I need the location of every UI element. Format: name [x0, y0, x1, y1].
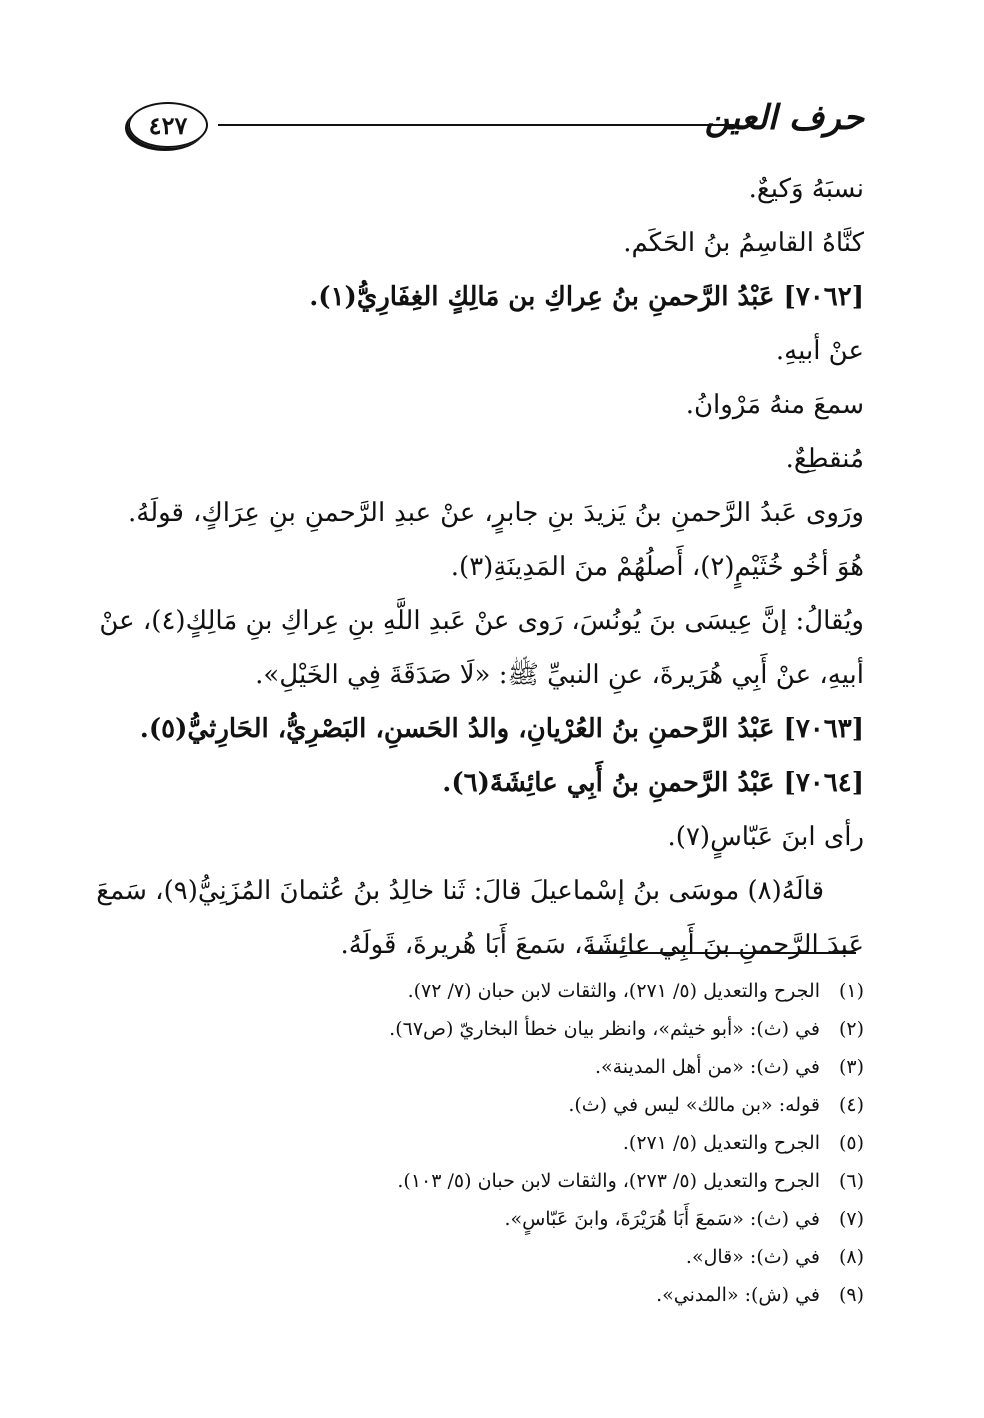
footnote-item — [128, 1086, 864, 1124]
footnote-text: في (ث): «من أهل المدينة». — [594, 1056, 820, 1078]
text-line: ورَوى عَبدُ الرَّحمنِ بنُ يَزيدَ بنِ جابرٍ، عنْ عبدِ الرَّحمنِ بنِ عِرَاكٍ، قولَهُ. — [128, 498, 864, 528]
entry-heading-7063: [٧٠٦٣] عَبْدُ الرَّحمنِ بنُ العُرْيانِ، والدُ الحَسنِ، البَصْرِيُّ، الحَارِثيُّ(٥). — [139, 714, 864, 744]
text-line: قالَهُ(٨) موسَى بنُ إسْماعيلَ قالَ: ثَنا خالِدُ بنُ عُثمانَ المُزَنِيُّ(٩)، سَمعَ — [96, 876, 824, 906]
text-line: كنَّاهُ القاسِمُ بنُ الحَكَم. — [623, 228, 864, 258]
footnotes — [128, 972, 864, 1314]
footnote-separator — [588, 952, 856, 954]
page-header — [128, 96, 864, 160]
footnote-text: في (ث): «أبو خيثم»، وانظر بيان خطأ البخاريّ (ص٦٧). — [389, 1018, 820, 1040]
page-number-badge: ٤٢٧ — [128, 102, 208, 148]
footnote-number: (١) — [838, 980, 864, 1002]
footnote-number: (٨) — [838, 1246, 864, 1268]
footnote-item — [128, 1010, 864, 1048]
footnote-number: (٣) — [838, 1056, 864, 1078]
text-line: ويُقالُ: إنَّ عِيسَى بنَ يُونُسَ، رَوى عنْ عَبدِ اللَّهِ بنِ عِراكِ بنِ مَالِكٍ(٤)، عنْ — [99, 606, 864, 636]
footnote-item — [128, 1238, 864, 1276]
footnote-text: في (ش): «المدني». — [656, 1284, 820, 1306]
main-text — [96, 162, 864, 972]
text-line: سمعَ منهُ مَرْوانُ. — [685, 390, 864, 420]
footnote-item — [128, 1162, 864, 1200]
footnote-item — [128, 1276, 864, 1314]
entry-heading-7064: [٧٠٦٤] عَبْدُ الرَّحمنِ بنُ أَبِي عائِشَةَ(٦). — [442, 768, 864, 798]
text-line: هُوَ أخُو خُثَيْمٍ(٢)، أَصلُهُمْ منَ المَدِينَةِ(٣). — [450, 552, 864, 582]
footnote-number: (٩) — [838, 1284, 864, 1306]
footnote-number: (٧) — [838, 1208, 864, 1230]
footnote-number: (٤) — [838, 1094, 864, 1116]
footnote-number: (٥) — [838, 1132, 864, 1154]
text-line: عَبدَ الرَّحمنِ بنَ أَبِي عائِشَةَ، سَمعَ أَبَا هُريرةَ، قَولَهُ. — [340, 930, 864, 960]
footnote-number: (٢) — [838, 1018, 864, 1040]
text-line: رأى ابنَ عَبّاسٍ(٧). — [667, 822, 864, 852]
footnote-text: في (ث): «قال». — [685, 1246, 820, 1268]
footnote-number: (٦) — [838, 1170, 864, 1192]
text-line: أبيهِ، عنْ أَبِي هُرَيرةَ، عنِ النبيِّ ﷺ: «لَا صَدَقَةَ فِي الخَيْلِ». — [255, 660, 864, 690]
footnote-text: في (ث): «سَمعَ أَبَا هُرَيْرَةَ، وابنَ عَبّاسٍ». — [504, 1208, 820, 1230]
header-rule — [218, 124, 734, 126]
running-title: حرف العين — [704, 98, 864, 138]
footnote-item — [128, 972, 864, 1010]
footnote-item — [128, 1048, 864, 1086]
footnote-text: الجرح والتعديل (٥/ ٢٧١)، والثقات لابن حبان (٧/ ٧٢). — [407, 980, 820, 1002]
footnote-text: الجرح والتعديل (٥/ ٢٧٣)، والثقات لابن حبان (٥/ ١٠٣). — [397, 1170, 820, 1192]
text-line: مُنقطِعٌ. — [785, 444, 864, 474]
text-line: عنْ أبيهِ. — [775, 336, 864, 366]
text-line: نسبَهُ وَكيعٌ. — [748, 174, 864, 204]
entry-heading-7062: [٧٠٦٢] عَبْدُ الرَّحمنِ بنُ عِراكِ بن مَالِكٍ الغِفَارِيُّ(١). — [309, 282, 864, 312]
footnote-item — [128, 1200, 864, 1238]
footnote-text: الجرح والتعديل (٥/ ٢٧١). — [622, 1132, 820, 1154]
footnote-item — [128, 1124, 864, 1162]
footnote-text: قوله: «بن مالك» ليس في (ث). — [568, 1094, 820, 1116]
